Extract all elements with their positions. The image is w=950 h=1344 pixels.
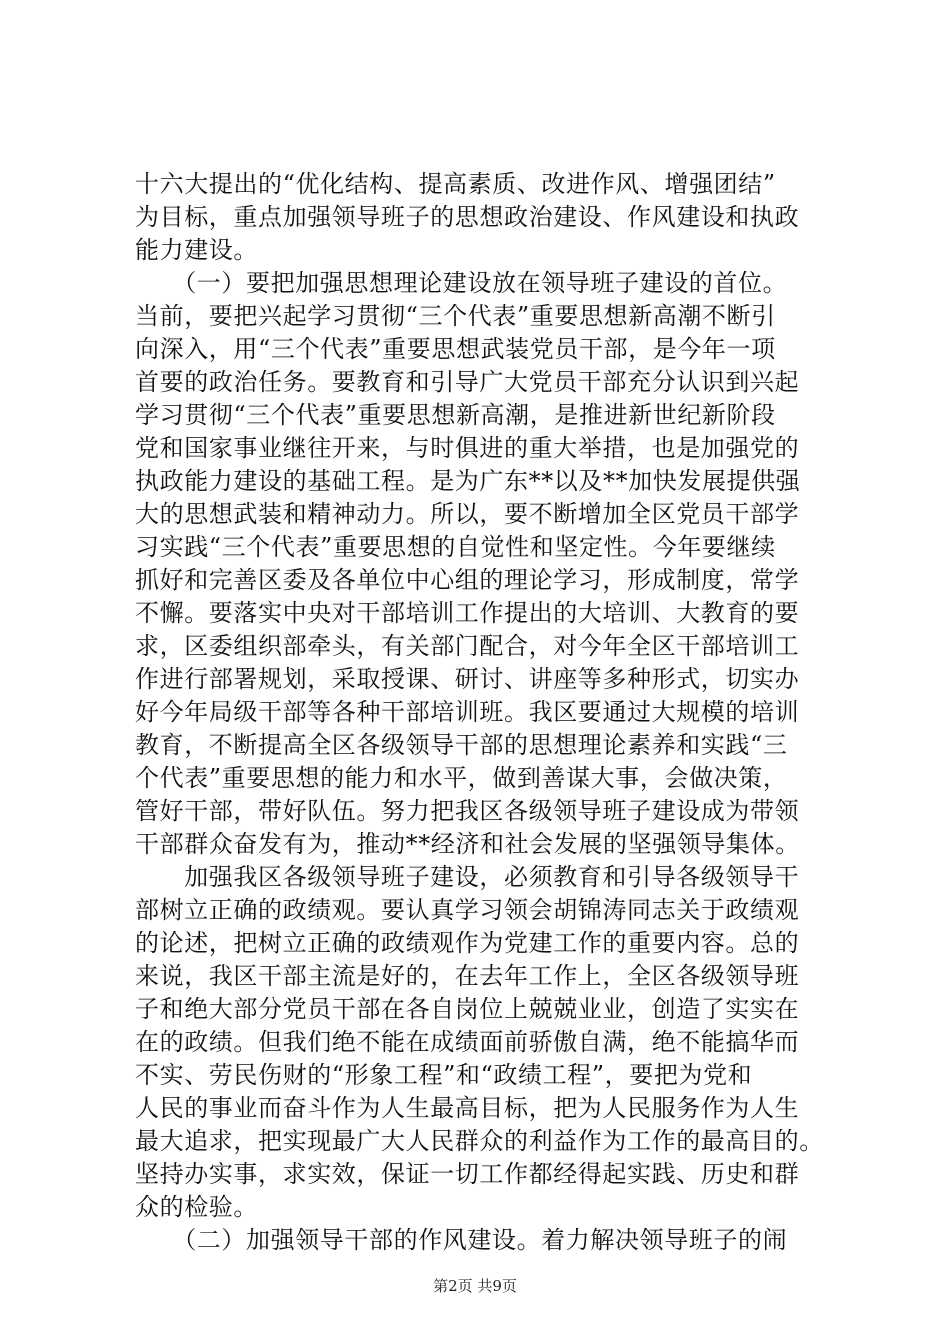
body-text [135, 168, 835, 1257]
text-line: 管好干部，带好队伍。努力把我区各级领导班子建设成为带领 [135, 797, 800, 825]
text-line: 不懈。要落实中央对干部培训工作提出的大培训、大教育的要 [135, 599, 800, 627]
text-line: 党和国家事业继往开来，与时俱进的重大举措，也是加强党的 [135, 434, 800, 462]
text-line: 来说，我区干部主流是好的，在去年工作上，全区各级领导班 [135, 962, 800, 990]
text-line: 的论述，把树立正确的政绩观作为党建工作的重要内容。总的 [135, 929, 800, 957]
text-line: （二）加强领导干部的作风建设。着力解决领导班子的闹 [135, 1226, 788, 1254]
text-line: 学习贯彻“三个代表”重要思想新高潮，是推进新世纪新阶段 [135, 401, 776, 429]
text-line: 人民的事业而奋斗作为人生最高目标，把为人民服务作为人生 [135, 1094, 800, 1122]
text-line: 加强我区各级领导班子建设，必须教育和引导各级领导干 [135, 863, 800, 891]
text-line: 大的思想武装和精神动力。所以，要不断增加全区党员干部学 [135, 500, 800, 528]
text-line: 个代表”重要思想的能力和水平，做到善谋大事，会做决策， [135, 764, 788, 792]
text-line: 不实、劳民伤财的“形象工程”和“政绩工程”，要把为党和 [135, 1061, 753, 1089]
text-line: 为目标，重点加强领导班子的思想政治建设、作风建设和执政 [135, 203, 800, 231]
text-line: 子和绝大部分党员干部在各自岗位上兢兢业业，创造了实实在 [135, 995, 800, 1023]
text-line: 向深入，用“三个代表”重要思想武装党员干部，是今年一项 [135, 335, 776, 363]
text-line: 作进行部署规划，采取授课、研讨、讲座等多种形式，切实办 [135, 665, 800, 693]
text-line: （一）要把加强思想理论建设放在领导班子建设的首位。 [135, 269, 788, 297]
text-line: 部树立正确的政绩观。要认真学习领会胡锦涛同志关于政绩观 [135, 896, 800, 924]
text-line: 习实践“三个代表”重要思想的自觉性和坚定性。今年要继续 [135, 533, 776, 561]
text-line: 在的政绩。但我们绝不能在成绩面前骄傲自满，绝不能搞华而 [135, 1028, 800, 1056]
text-line: 众的检验。 [135, 1193, 258, 1221]
text-line: 好今年局级干部等各种干部培训班。我区要通过大规模的培训 [135, 698, 800, 726]
text-line: 当前，要把兴起学习贯彻“三个代表”重要思想新高潮不断引 [135, 302, 776, 330]
text-line: 首要的政治任务。要教育和引导广大党员干部充分认识到兴起 [135, 368, 800, 396]
text-line: 坚持办实事，求实效，保证一切工作都经得起实践、历史和群 [135, 1160, 800, 1188]
page-footer: 第2页 共9页 [433, 1277, 517, 1295]
text-line: 抓好和完善区委及各单位中心组的理论学习，形成制度，常学 [135, 566, 800, 594]
text-line: 执政能力建设的基础工程。是为广东**以及**加快发展提供强 [135, 467, 801, 495]
text-line: 干部群众奋发有为，推动**经济和社会发展的坚强领导集体。 [135, 830, 800, 858]
text-line: 能力建设。 [135, 236, 258, 264]
text-line: 教育，不断提高全区各级领导干部的思想理论素养和实践“三 [135, 731, 788, 759]
text-line: 十六大提出的“优化结构、提高素质、改进作风、增强团结” [135, 170, 776, 198]
text-line: 最大追求，把实现最广大人民群众的利益作为工作的最高目的。 [135, 1127, 824, 1155]
text-line: 求，区委组织部牵头，有关部门配合，对今年全区干部培训工 [135, 632, 800, 660]
